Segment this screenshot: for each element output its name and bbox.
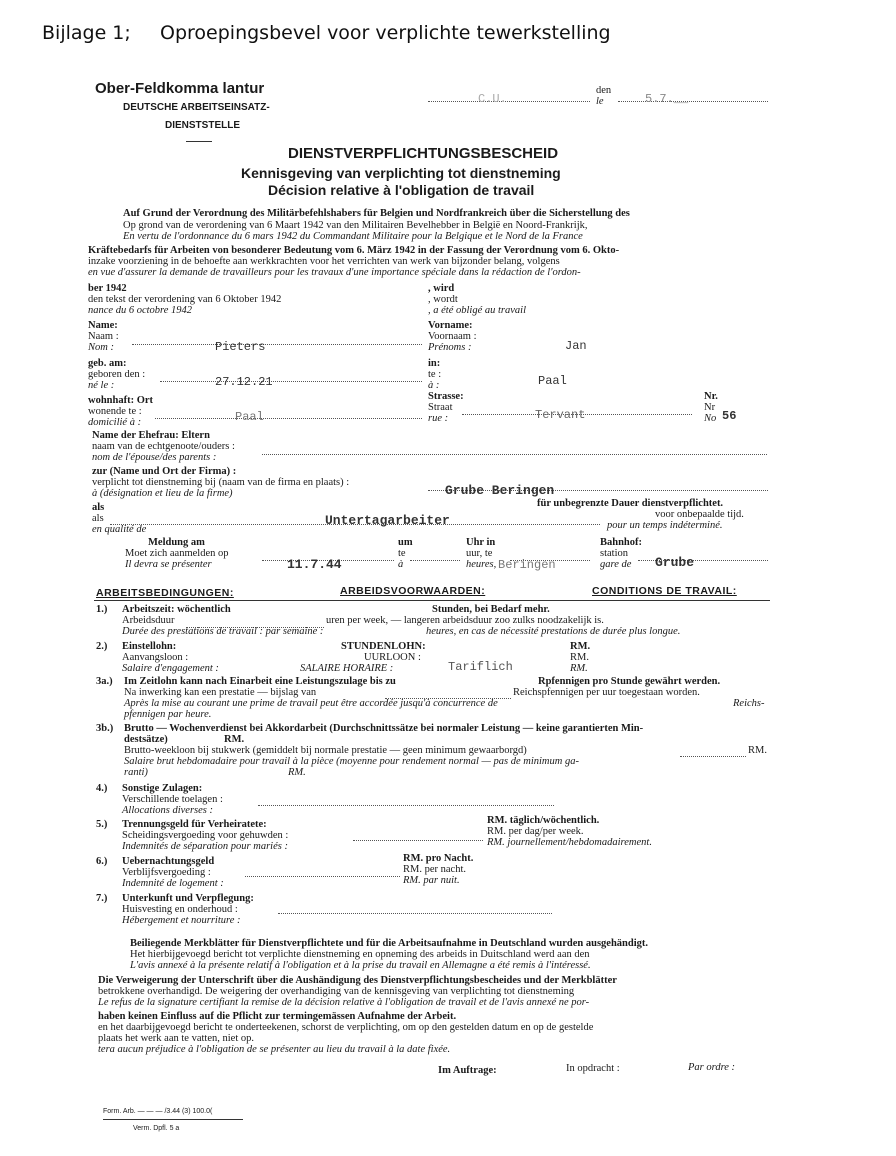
role-label-nl: als xyxy=(92,513,104,524)
cond7-de2: RM. pro Nacht. xyxy=(403,853,474,864)
spouse-label-de: Name der Ehefrau: Eltern xyxy=(92,430,210,441)
spouse-label-nl: naam van de echtgenoote/ouders : xyxy=(92,441,235,452)
cond3-de2: Rpfennigen pro Stunde gewährt werden. xyxy=(538,676,721,687)
cond2-fr: Salaire d'engagement : xyxy=(122,663,219,674)
cond1-fr2: heures, en cas de nécessité prestations de durée plus longue. xyxy=(426,626,681,637)
cond8-nl: Huisvesting en onderhoud : xyxy=(122,904,238,915)
role-value: Untertagarbeiter xyxy=(325,513,450,528)
cond6-fr: Indemnités de séparation pour mariés : xyxy=(122,841,288,852)
attachment-label: Bijlage 1; xyxy=(42,22,131,44)
cond1-fr: Durée des prestations de travail : par semaine : xyxy=(122,626,324,637)
report-label-de: Meldung am xyxy=(148,537,205,548)
cond4-de2: destsätze) xyxy=(124,734,168,745)
cond3-nl2: Reichspfennigen per uur toegestaan worden. xyxy=(513,687,700,698)
cond8-fr: Hébergement et nourriture : xyxy=(122,915,241,926)
cond4-line xyxy=(680,746,746,757)
intro-nl-1: Op grond van de verordening van 6 Maart 1942 van den Militairen Bevelhebber in België en Noord-Frankrijk, xyxy=(123,220,588,231)
cond4-fr: Salaire brut hebdomadaire pour travail à la pièce (moyenne pour rendement normal — pas de minimum ga- xyxy=(124,756,579,767)
intro-de-1: Auf Grund der Verordnung des Militärbefehlshabers für Belgien und Nordfrankreich über die Sicherstellung des xyxy=(123,208,630,219)
number-label-fr: No xyxy=(704,413,717,424)
signature-label-fr: Par ordre : xyxy=(688,1062,736,1073)
footer-nl-2: betrokkene overhandigd. De weigering der overhandiging van de kennisgeving van verplichting tot dienstneming xyxy=(98,986,575,997)
cond4-de: Brutto — Wochenverdienst bei Akkordarbeit (Durchschnittssätze bei normaler Leistung — keine garantierten Min- xyxy=(124,723,644,734)
surname-value: Pieters xyxy=(215,340,266,354)
cond6-nl: Scheidingsvergoeding voor gehuwden : xyxy=(122,830,289,841)
cond4-fr2: ranti) xyxy=(124,767,148,778)
birthplace-label-fr: à : xyxy=(428,380,440,391)
form-rule xyxy=(103,1119,243,1120)
cond1-nl: Arbeidsduur xyxy=(122,615,175,626)
cond5-fr: Allocations diverses : xyxy=(122,805,213,816)
station-label-de: Bahnhof: xyxy=(600,537,643,548)
cond4-nl2: RM. xyxy=(748,745,767,756)
date-value: 5.7.__ xyxy=(645,92,689,106)
cond3-fr3: pfennigen par heure. xyxy=(124,709,212,720)
office-rule xyxy=(186,141,212,142)
time-line xyxy=(410,550,460,561)
cond3-fr: Après la mise au courant une prime de travail peut être accordée jusqu'à concurrence de xyxy=(124,698,498,709)
cond6-fr2: RM. journellement/hebdomadairement. xyxy=(487,837,652,848)
place-line xyxy=(428,91,590,102)
cond2-fr3: RM. xyxy=(570,663,588,674)
form-ref: Verm. Dpfl. 5 a xyxy=(133,1125,180,1132)
hour-label-nl: uur, te xyxy=(466,548,493,559)
firm-label-fr: à (désignation et lieu de la firme) xyxy=(92,488,233,499)
wird-label: , wird xyxy=(428,283,455,294)
den-label: den xyxy=(596,85,612,96)
birthplace-value: Paal xyxy=(538,374,567,388)
residence-value: Paal xyxy=(235,410,264,424)
cond4-fr3: RM. xyxy=(288,767,306,778)
office-name: Ober-Feldkomma lantur xyxy=(95,80,265,97)
residence-line xyxy=(155,408,422,419)
place-value: C.U. xyxy=(478,92,507,106)
signature-label-nl: In opdracht : xyxy=(566,1063,620,1074)
intro-fr-3: nance du 6 octobre 1942 xyxy=(88,305,193,316)
footer-fr-1: L'avis annexé à la présente relatif à l'obligation et à la prise du travail en Allemagne a été remis à l'intéressé. xyxy=(130,960,591,971)
cond7-nl: Verblijfsvergoeding : xyxy=(122,867,211,878)
cond8-de: Unterkunft und Verpflegung: xyxy=(122,893,254,904)
role-label-de: als xyxy=(92,502,105,513)
report-label-fr: Il devra se présenter xyxy=(125,559,212,570)
spouse-label-fr: nom de l'épouse/des parents : xyxy=(92,452,217,463)
cond6-de2: RM. täglich/wöchentlich. xyxy=(487,815,600,826)
cond8-line xyxy=(278,903,552,914)
birth-line xyxy=(160,371,422,382)
cond7-fr: Indemnité de logement : xyxy=(122,878,224,889)
cond7-fr2: RM. par nuit. xyxy=(403,875,460,886)
firm-label-de: zur (Name und Ort der Firma) : xyxy=(92,466,237,477)
cond6-num: 5.) xyxy=(96,819,108,830)
caption-title: Oproepingsbevel voor verplichte tewerkstelling xyxy=(160,22,611,44)
cond1-de: Arbeitszeit: wöchentlich xyxy=(122,604,231,615)
name-label-fr: Nom : xyxy=(88,342,114,353)
cond1-de2: Stunden, bei Bedarf mehr. xyxy=(432,604,550,615)
number-label-de: Nr. xyxy=(704,391,718,402)
time-label-fr: à xyxy=(398,559,404,570)
cond2-de2: STUNDENLOHN: xyxy=(341,641,426,652)
conditions-header-de: ARBEITSBEDINGUNGEN: xyxy=(96,587,234,599)
street-label-de: Strasse: xyxy=(428,391,464,402)
cond7-de: Uebernachtungsgeld xyxy=(122,856,215,867)
signature-label-de: Im Auftrage: xyxy=(438,1065,497,1076)
birth-label-fr: né le : xyxy=(88,380,115,391)
conditions-header-nl: ARBEIDSVOORWAARDEN: xyxy=(340,585,486,597)
report-date-value: 11.7.44 xyxy=(287,557,342,572)
footer-de-2: Die Verweigerung der Unterschrift über die Aushändigung des Dienstverpflichtungsbescheides und der Merkblätter xyxy=(98,975,617,986)
station-place-value: Beringen xyxy=(498,558,556,572)
firstname-label-de: Vorname: xyxy=(428,320,473,331)
firstname-value: Jan xyxy=(565,339,587,353)
cond5-de: Sonstige Zulagen: xyxy=(122,783,203,794)
residence-label-nl: wonende te : xyxy=(88,406,142,417)
report-label-nl: Moet zich aanmelden op xyxy=(125,548,229,559)
station-label-nl: station xyxy=(600,548,628,559)
role-label-fr: en qualité de xyxy=(92,524,147,535)
cond3-nl: Na inwerking kan een prestatie — bijslag van xyxy=(124,687,317,698)
name-line xyxy=(132,334,422,345)
time-label-de: um xyxy=(398,537,413,548)
cond7-line xyxy=(245,866,400,877)
number-label-nl: Nr xyxy=(704,402,716,413)
cond6-de: Trennungsgeld für Verheiratete: xyxy=(122,819,267,830)
cond3-num: 3a.) xyxy=(96,676,113,687)
name-label-de: Name: xyxy=(88,320,118,331)
firm-value: Grube Beringen xyxy=(445,483,555,498)
residence-label-fr: domicilié à : xyxy=(88,417,142,428)
wage-value: Tariflich xyxy=(448,660,513,674)
footer-nl-1: Het hierbijgevoegd bericht tot verplichte dienstneming en opneming des arbeids in Duitschland werd aan den xyxy=(130,949,590,960)
office-sub1: DEUTSCHE ARBEITSEINSATZ- xyxy=(123,102,270,113)
cond1-num: 1.) xyxy=(96,604,108,615)
cond6-nl2: RM. per dag/per week. xyxy=(487,826,584,837)
cond2-nl2: UURLOON : xyxy=(364,652,421,663)
hour-label-fr: heures, xyxy=(466,559,497,570)
date-line xyxy=(618,91,768,102)
residence-label-de: wohnhaft: Ort xyxy=(88,395,154,406)
street-value: Tervant xyxy=(535,408,586,422)
street-label-nl: Straat xyxy=(428,402,453,413)
spouse-line xyxy=(262,444,767,455)
intro-fr-1: En vertu de l'ordonnance du 6 mars 1942 du Commandant Militaire pour la Belgique et le Nord de la France xyxy=(123,231,583,242)
cond2-de3: RM. xyxy=(570,641,591,652)
cond4-num: 3b.) xyxy=(96,723,114,734)
cond3-fr2: Reichs- xyxy=(733,698,765,709)
birth-label-nl: geboren den : xyxy=(88,369,146,380)
intro-nl-2: inzake voorziening in de behoefte aan werkkrachten voor het verrichten van werk van bijzonder belang, volgens xyxy=(88,256,560,267)
firstname-label-nl: Voornaam : xyxy=(428,331,477,342)
footer-nl-4: plaats het werk aan te vatten, niet op. xyxy=(98,1033,254,1044)
cond2-de: Einstellohn: xyxy=(122,641,177,652)
firm-label-nl: verplicht tot dienstneming bij (naam van de firma en plaats) : xyxy=(92,477,350,488)
intro-de-3: ber 1942 xyxy=(88,283,127,294)
form-code: Form. Arb. — — — /3.44 (3) 100.0( xyxy=(103,1108,213,1115)
cond4-de3: RM. xyxy=(224,734,245,745)
conditions-header-fr: CONDITIONS DE TRAVAIL: xyxy=(592,585,737,597)
firstname-label-fr: Prénoms : xyxy=(428,342,472,353)
birthplace-label-de: in: xyxy=(428,358,441,369)
cond6-line xyxy=(353,830,483,841)
cond2-nl: Aanvangsloon : xyxy=(122,652,189,663)
cond7-nl2: RM. per nacht. xyxy=(403,864,466,875)
wordt-label: , wordt xyxy=(428,294,458,305)
station-value: Grube xyxy=(655,555,695,570)
cond2-fr2: SALAIRE HORAIRE : xyxy=(300,663,394,674)
title-french: Décision relative à l'obligation de travail xyxy=(268,182,535,198)
duration-fr: pour un temps indéterminé. xyxy=(607,520,723,531)
footer-nl-3: en het daarbijgevoegd bericht te onderteekenen, schorst de verplichting, om op den gestelden datum en op de gestelde xyxy=(98,1022,594,1033)
birthdate-value: 27.12.21 xyxy=(215,375,273,389)
cond4-nl: Brutto-weekloon bij stukwerk (gemiddelt bij normale prestatie — geen minimum gewaarborgd) xyxy=(124,745,527,756)
cond3-de: Im Zeitlohn kann nach Einarbeit eine Leistungszulage bis zu xyxy=(124,676,396,687)
cond7-num: 6.) xyxy=(96,856,108,867)
cond2-num: 2.) xyxy=(96,641,108,652)
house-number-value: 56 xyxy=(722,409,737,423)
intro-de-2: Kräftebedarfs für Arbeiten von besonderer Bedeutung vom 6. März 1942 in der Fassung der Verordnung vom 6. Okto- xyxy=(88,245,620,256)
office-sub2: DIENSTSTELLE xyxy=(165,120,241,131)
footer-de-1: Beiliegende Merkblätter für Dienstverpflichtete und für die Arbeitsaufnahme in Deutschland wurden ausgehändigt. xyxy=(130,938,649,949)
hour-label-de: Uhr in xyxy=(466,537,496,548)
cond1-nl2: uren per week, — langeren arbeidsduur zoo zulks noodzakelijk is. xyxy=(326,615,604,626)
intro-nl-3: den tekst der verordening van 6 Oktober 1942 xyxy=(88,294,282,305)
name-label-nl: Naam : xyxy=(88,331,119,342)
footer-fr-2: Le refus de la signature certifiant la remise de la décision relative à l'obligation de travail et de l'avis annexé ne por- xyxy=(98,997,590,1008)
intro-fr-2: en vue d'assurer la demande de travailleurs pour les travaux d'une importance spéciale dans la rédaction de l'ordon- xyxy=(88,267,581,278)
street-label-fr: rue : xyxy=(428,413,449,424)
birth-label-de: geb. am: xyxy=(88,358,127,369)
title-dutch: Kennisgeving van verplichting tot dienstneming xyxy=(241,165,561,181)
station-label-fr: gare de xyxy=(600,559,632,570)
footer-de-3: haben keinen Einfluss auf die Pflicht zur termingemässen Aufnahme der Arbeit. xyxy=(98,1011,457,1022)
cond5-line xyxy=(258,795,554,806)
le-label: le xyxy=(596,96,604,107)
cond5-num: 4.) xyxy=(96,783,108,794)
duration-nl: voor onbepaalde tijd. xyxy=(655,509,744,520)
oblige-label: , a été obligé au travail xyxy=(428,305,526,316)
decision-title: DIENSTVERPFLICHTUNGSBESCHEID xyxy=(288,145,559,162)
cond2-nl3: RM. xyxy=(570,652,589,663)
time-label-nl: te xyxy=(398,548,406,559)
conditions-rule xyxy=(94,600,770,601)
cond8-num: 7.) xyxy=(96,893,108,904)
footer-fr-3: tera aucun préjudice à l'obligation de se présenter au lieu du travail à la date fixée. xyxy=(98,1044,451,1055)
duration-de: für unbegrenzte Dauer dienstverpflichtet. xyxy=(537,498,724,509)
birthplace-label-nl: te : xyxy=(428,369,442,380)
cond5-nl: Verschillende toelagen : xyxy=(122,794,223,805)
